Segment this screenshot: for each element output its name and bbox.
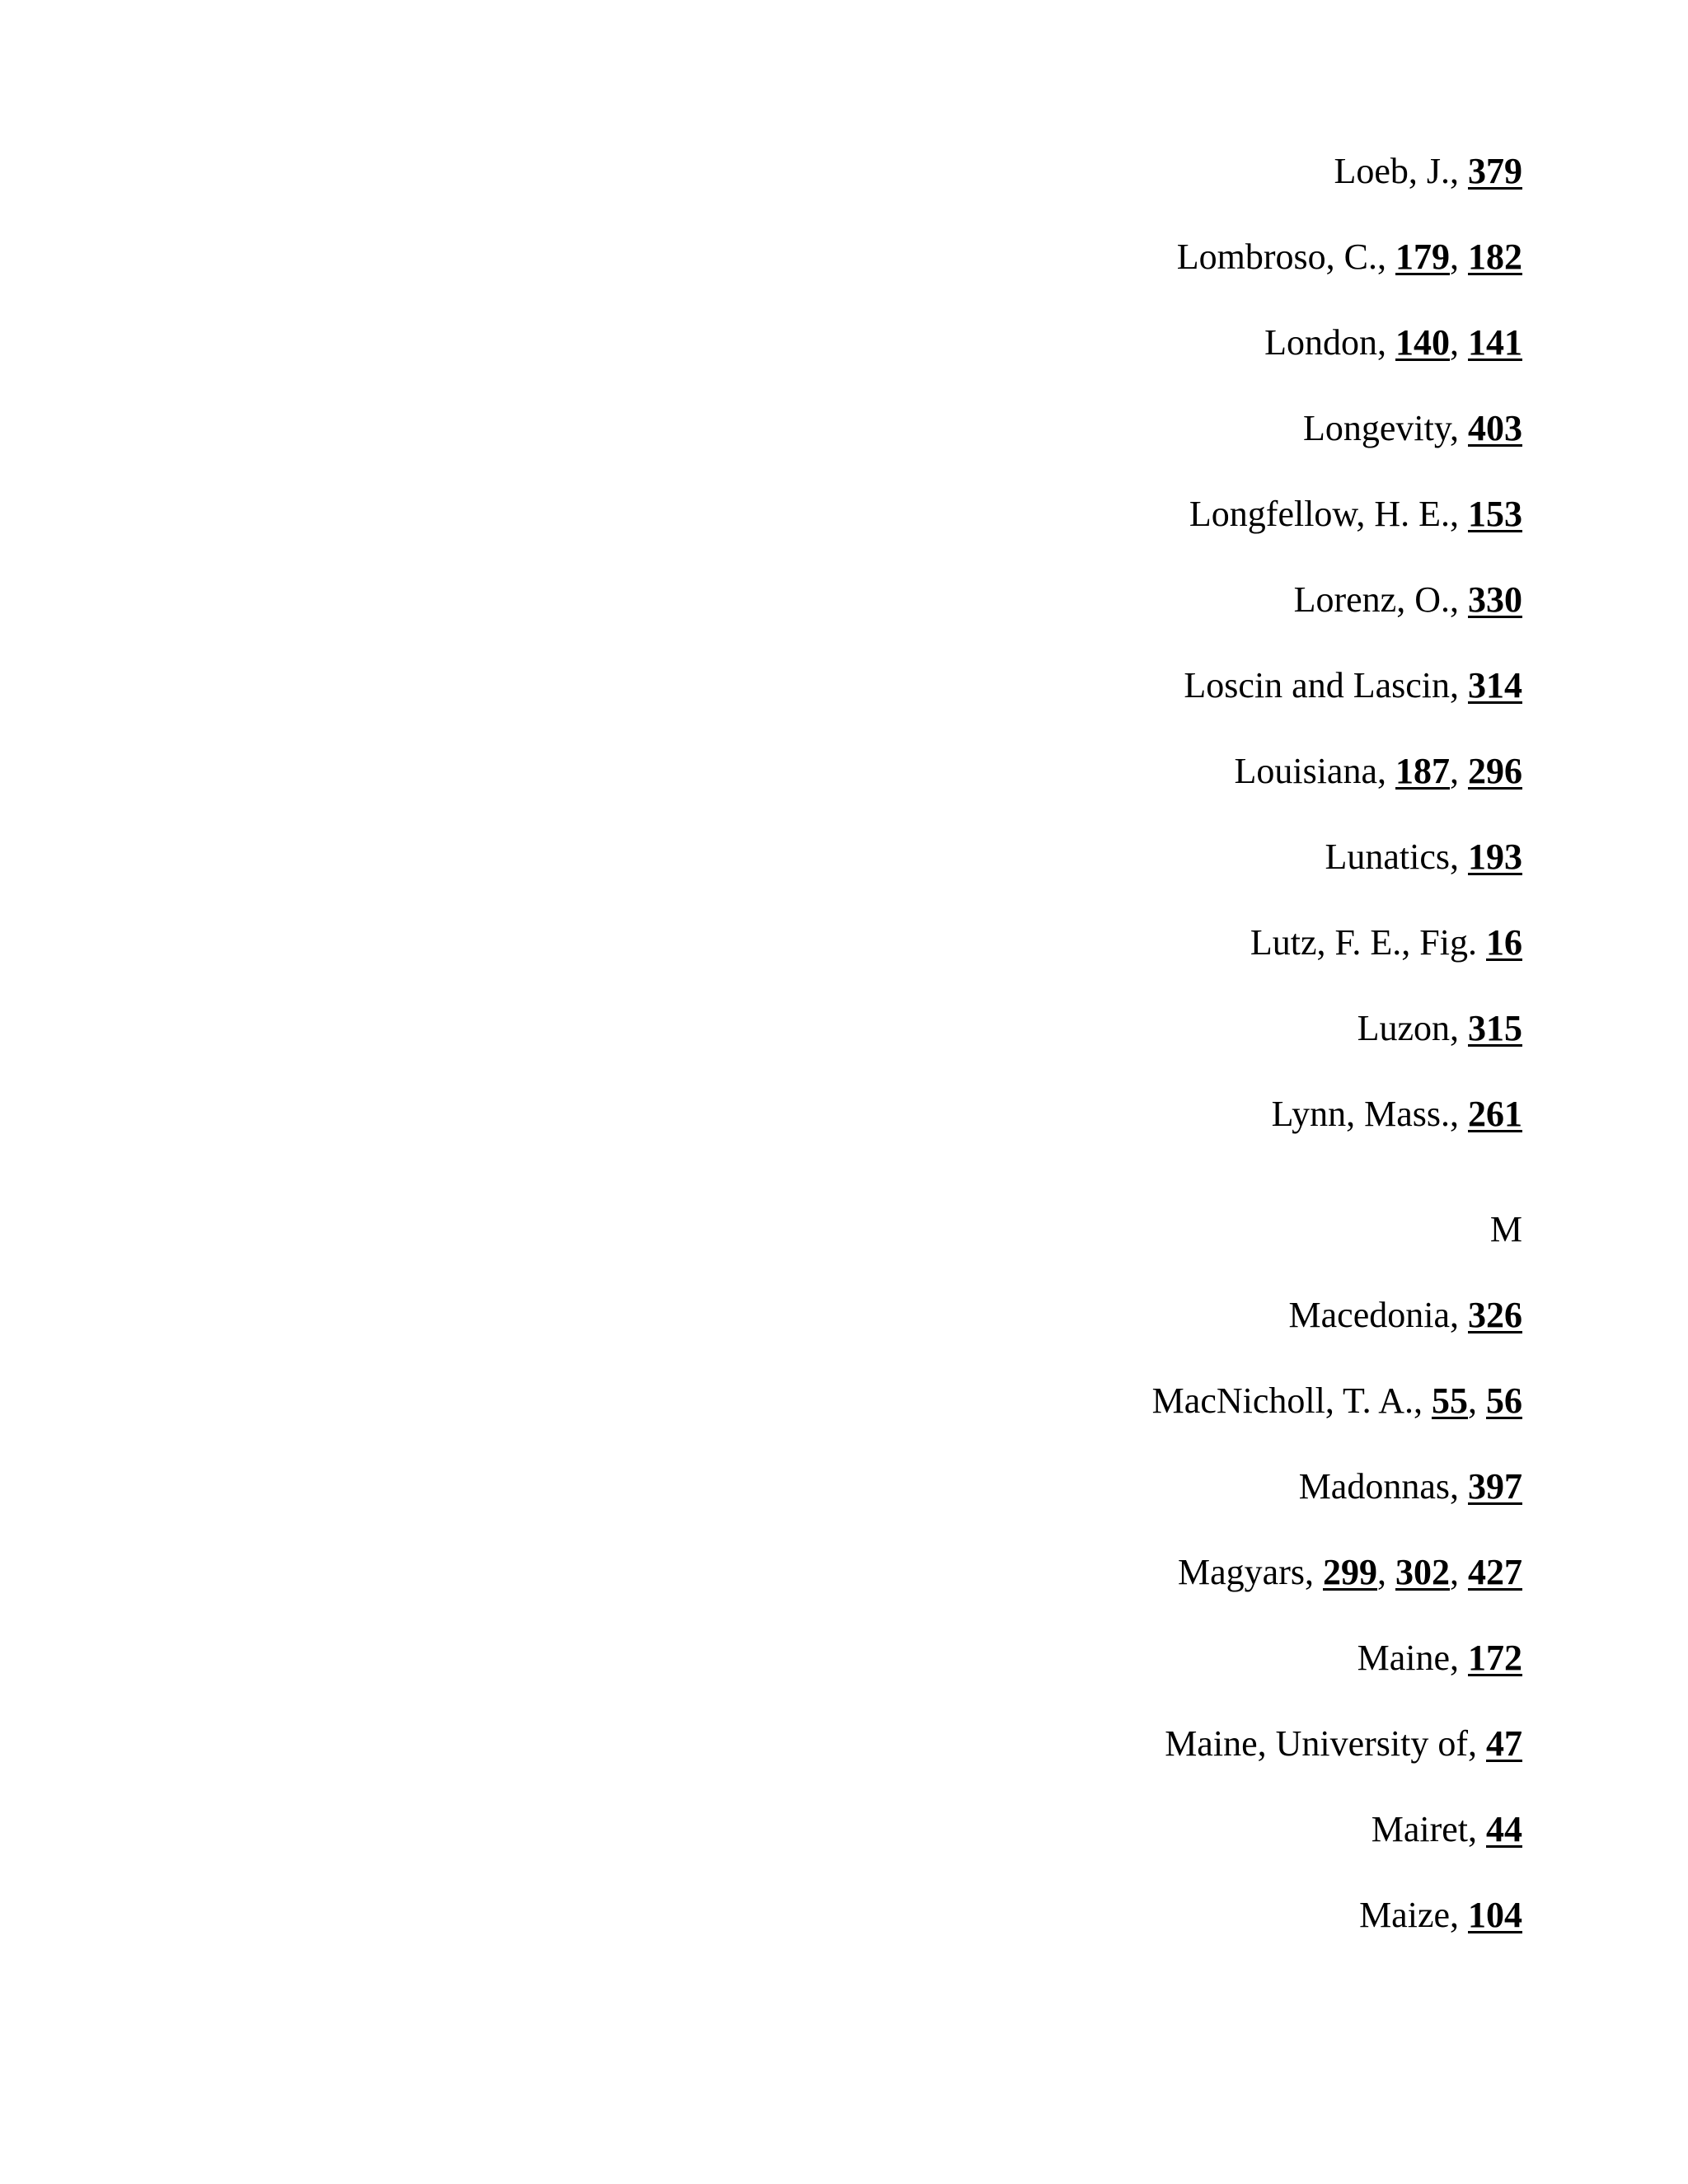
entry-term: Luzon, bbox=[1357, 1008, 1468, 1048]
index-entry-maine-university bbox=[368, 1723, 1522, 1764]
page-link[interactable]: 187 bbox=[1395, 751, 1450, 791]
entry-term: Lynn, Mass., bbox=[1271, 1094, 1468, 1134]
index-list bbox=[368, 153, 1522, 1983]
page-link[interactable]: 299 bbox=[1323, 1552, 1377, 1592]
page-link[interactable]: 182 bbox=[1468, 237, 1522, 277]
index-entry-lunatics bbox=[368, 839, 1522, 875]
entry-term: Loeb, J., bbox=[1334, 151, 1468, 191]
page-separator: , bbox=[1450, 751, 1468, 791]
page-link[interactable]: 403 bbox=[1468, 408, 1522, 448]
page-link[interactable]: 16 bbox=[1486, 922, 1522, 963]
entry-term: Madonnas, bbox=[1298, 1466, 1468, 1507]
page-link[interactable]: 47 bbox=[1486, 1723, 1522, 1764]
index-entry-lombroso bbox=[368, 239, 1522, 275]
entry-term: Lorenz, O., bbox=[1293, 579, 1468, 620]
entry-term: Macedonia, bbox=[1288, 1295, 1468, 1335]
index-entry-louisiana bbox=[368, 753, 1522, 790]
index-entry-maine bbox=[368, 1640, 1522, 1676]
index-entry-loeb bbox=[368, 153, 1522, 190]
page-link[interactable]: 153 bbox=[1468, 494, 1522, 534]
page-link[interactable]: 326 bbox=[1468, 1295, 1522, 1335]
entry-term: Longevity, bbox=[1303, 408, 1468, 448]
page-separator: , bbox=[1450, 237, 1468, 277]
page-link[interactable]: 193 bbox=[1468, 837, 1522, 877]
index-entry-macnicholl bbox=[368, 1380, 1522, 1421]
entry-term: MacNicholl, T. A., bbox=[1151, 1380, 1432, 1421]
index-entry-magyars bbox=[368, 1554, 1522, 1591]
page-link[interactable]: 140 bbox=[1395, 322, 1450, 363]
page-separator: , bbox=[1450, 322, 1468, 363]
page-link[interactable]: 55 bbox=[1432, 1380, 1468, 1421]
entry-term: Louisiana, bbox=[1234, 751, 1395, 791]
page-link[interactable]: 179 bbox=[1395, 237, 1450, 277]
page-separator: , bbox=[1377, 1552, 1395, 1592]
entry-term: Mairet, bbox=[1371, 1809, 1486, 1849]
page-link[interactable]: 296 bbox=[1468, 751, 1522, 791]
index-entry-macedonia bbox=[368, 1297, 1522, 1333]
index-entry-longevity bbox=[368, 410, 1522, 447]
page-link[interactable]: 44 bbox=[1486, 1809, 1522, 1849]
entry-term: Loscin and Lascin, bbox=[1184, 665, 1468, 705]
entry-term: London, bbox=[1264, 322, 1395, 363]
page-link[interactable]: 104 bbox=[1468, 1895, 1522, 1935]
index-entry-maize bbox=[368, 1897, 1522, 1933]
page-separator: , bbox=[1468, 1380, 1486, 1421]
entry-term: Magyars, bbox=[1178, 1552, 1323, 1592]
index-entry-london bbox=[368, 322, 1522, 363]
page-separator: , bbox=[1450, 1552, 1468, 1592]
index-entry-madonnas bbox=[368, 1466, 1522, 1507]
page-link[interactable]: 261 bbox=[1468, 1094, 1522, 1134]
page-link[interactable]: 172 bbox=[1468, 1638, 1522, 1678]
page-link[interactable]: 302 bbox=[1395, 1552, 1450, 1592]
index-entry-loscin bbox=[368, 665, 1522, 705]
page-link[interactable]: 330 bbox=[1468, 579, 1522, 620]
entry-term: Lombroso, C., bbox=[1176, 237, 1395, 277]
page-link[interactable]: 315 bbox=[1468, 1008, 1522, 1048]
entry-term: Lunatics, bbox=[1325, 837, 1468, 877]
index-entry-luzon bbox=[368, 1010, 1522, 1047]
index-entry-lynn bbox=[368, 1096, 1522, 1132]
page-link[interactable]: 427 bbox=[1468, 1552, 1522, 1592]
page-link[interactable]: 314 bbox=[1468, 665, 1522, 705]
entry-term: Maine, bbox=[1357, 1638, 1468, 1678]
entry-term: Maize, bbox=[1359, 1895, 1468, 1935]
section-letter-heading: M bbox=[1489, 1209, 1522, 1249]
page-link[interactable]: 379 bbox=[1468, 151, 1522, 191]
index-entry-lutz bbox=[368, 922, 1522, 963]
entry-term: Longfellow, H. E., bbox=[1189, 494, 1468, 534]
entry-term: Maine, University of, bbox=[1165, 1723, 1486, 1764]
page-link[interactable]: 397 bbox=[1468, 1466, 1522, 1507]
index-entry-mairet bbox=[368, 1811, 1522, 1848]
index-entry-longfellow bbox=[368, 496, 1522, 532]
entry-term: Lutz, F. E., Fig. bbox=[1250, 922, 1486, 963]
page-link[interactable]: 141 bbox=[1468, 322, 1522, 363]
index-entry-lorenz bbox=[368, 579, 1522, 620]
page-link[interactable]: 56 bbox=[1486, 1380, 1522, 1421]
